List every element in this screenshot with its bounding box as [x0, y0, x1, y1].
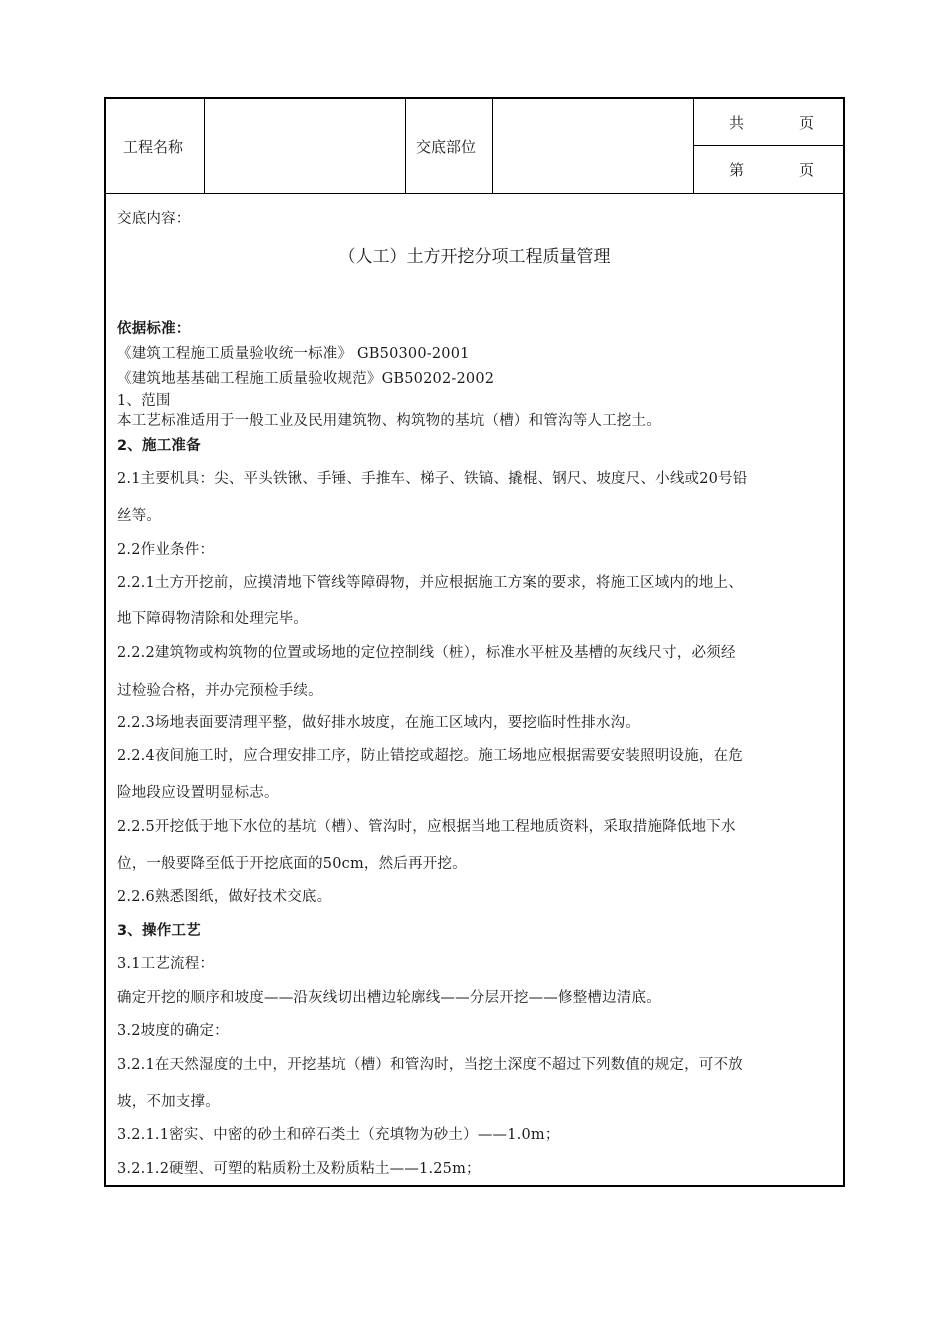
handover-part-label: 交底部位	[406, 99, 493, 193]
project-name-label: 工程名称	[106, 99, 205, 193]
text-line: 坡，不加支撑。	[117, 1094, 220, 1110]
text-line: 地下障碍物清除和处理完毕。	[117, 611, 309, 627]
project-name-value	[205, 99, 406, 193]
text-line: 2.2.5开挖低于地下水位的基坑（槽）、管沟时，应根据当地工程地质资料，采取措施降低地下水	[117, 819, 736, 835]
text-line: 丝等。	[117, 508, 162, 524]
text-line: 本工艺标准适用于一般工业及民用建筑物、构筑物的基坑（槽）和管沟等人工挖土。	[117, 413, 661, 429]
text-line: 险地段应设置明显标志。	[117, 785, 279, 801]
text-line: 3.2.1.1密实、中密的砂土和碎石类土（充填物为砂土）——1.0m；	[117, 1127, 560, 1143]
text-line: 确定开挖的顺序和坡度——沿灰线切出槽边轮廓线——分层开挖——修整槽边清底。	[117, 990, 661, 1006]
text-line: 3.2.1在天然湿度的土中，开挖基坑（槽）和管沟时，当挖土深度不超过下列数值的规定，可不放	[117, 1057, 743, 1073]
text-line: 《建筑地基基础工程施工质量验收规范》GB50202-2002	[117, 371, 495, 387]
text-line: 2.2作业条件：	[117, 542, 215, 558]
text-line: 2.2.6熟悉图纸，做好技术交底。	[117, 889, 332, 905]
text-line: 2.2.4夜间施工时，应合理安排工序，防止错挖或超挖。施工场地应根据需要安装照明设施，在危	[117, 748, 743, 764]
text-line: 1、范围	[117, 393, 171, 409]
text-line: 3.1工艺流程：	[117, 956, 215, 972]
total-pages-unit: 页	[799, 113, 815, 132]
header-table	[106, 99, 843, 194]
text-line: 3.2坡度的确定：	[117, 1023, 229, 1039]
section-heading: 3、操作工艺	[117, 923, 201, 939]
text-line: 2.2.3场地表面要清理平整，做好排水坡度，在施工区域内，要挖临时性排水沟。	[117, 715, 640, 731]
total-pages-label: 共	[729, 113, 745, 132]
text-line: 《建筑工程施工质量验收统一标准》 GB50300-2001	[117, 346, 470, 362]
total-pages-row	[694, 99, 843, 146]
section-heading: 2、施工准备	[117, 438, 201, 454]
text-line: 2.2.1土方开挖前，应摸清地下管线等障碍物，并应根据施工方案的要求，将施工区域内的地上、	[117, 575, 743, 591]
page-number-label: 第	[729, 161, 745, 179]
text-line: 2.2.2建筑物或构筑物的位置或场地的定位控制线（桩），标准水平桩及基槽的灰线尺寸，必须经	[117, 645, 736, 661]
handover-part-value	[493, 99, 694, 193]
document-title: （人工）土方开挖分项工程质量管理	[338, 247, 611, 267]
text-line: 3.2.1.2硬塑、可塑的粘质粉土及粉质粘土——1.25m；	[117, 1161, 481, 1177]
handover-document	[104, 97, 845, 1187]
section-heading: 依据标准：	[117, 321, 191, 337]
page-count-cell	[694, 99, 843, 193]
text-line: 2.1主要机具：尖、平头铁锹、手锤、手推车、梯子、铁镐、撬棍、钢尺、坡度尺、小线或20号铅	[117, 471, 748, 487]
text-line: 位，一般要降至低于开挖底面的50cm，然后再开挖。	[117, 856, 467, 872]
text-line: 过检验合格，并办完预检手续。	[117, 683, 323, 699]
page-number-unit: 页	[799, 161, 815, 179]
content-label: 交底内容：	[117, 211, 191, 227]
page-number-row	[694, 146, 843, 193]
